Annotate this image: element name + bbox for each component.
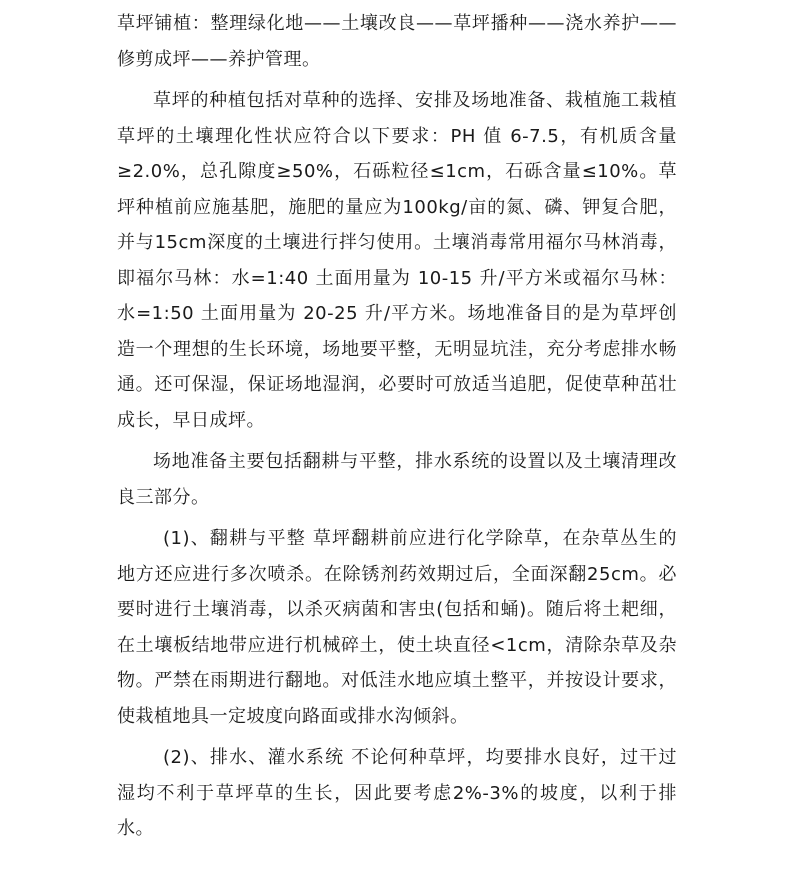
paragraph-lawn-steps: 草坪铺植：整理绿化地——土壤改良——草坪播种——浇水养护——修剪成坪——养护管理。 xyxy=(117,13,677,70)
paragraph-drainage-irrigation: (2)、排水、灌水系统 不论何种草坪，均要排水良好，过干过湿均不利于草坪草的生长，因此要考虑2%-3%的坡度，以利于排水。 xyxy=(117,747,677,839)
paragraph-site-preparation: 场地准备主要包括翻耕与平整，排水系统的设置以及土壤清理改良三部分。 xyxy=(117,451,677,508)
document-body xyxy=(117,6,677,847)
paragraph-tilling-leveling: (1)、翻耕与平整 草坪翻耕前应进行化学除草，在杂草丛生的地方还应进行多次喷杀。在除锈剂药效期过后，全面深翻25cm。必要时进行土壤消毒，以杀灭病菌和害虫(包括和蛹)。随后将土耙细，在土壤板结地带应进行机械碎土，使土块直径<1cm，清除杂草及杂物。严禁在雨期进行翻地。对低洼水地应填土整平，并按设计要求，使栽植地具一定坡度向路面或排水沟倾斜。 xyxy=(117,528,677,727)
paragraph-planting-requirements: 草坪的种植包括对草种的选择、安排及场地准备、栽植施工栽植草坪的土壤理化性状应符合以下要求：PH 值 6-7.5，有机质含量≥2.0%，总孔隙度≥50%，石砾粒径≤1cm，石砾含量≤10%。草坪种植前应施基肥，施肥的量应为100kg/亩的氮、磷、钾复合肥，并与15cm深度的土壤进行拌匀使用。土壤消毒常用福尔马林消毒，即福尔马林：水=1:40 土面用量为 10-15 升/平方米或福尔马林：水=1:50 土面用量为 20-25 升/平方米。场地准备目的是为草坪创造一个理想的生长环境，场地要平整，无明显坑洼，充分考虑排水畅通。还可保湿，保证场地湿润，必要时可放适当追肥，促使草种茁壮成长，早日成坪。 xyxy=(117,90,677,431)
